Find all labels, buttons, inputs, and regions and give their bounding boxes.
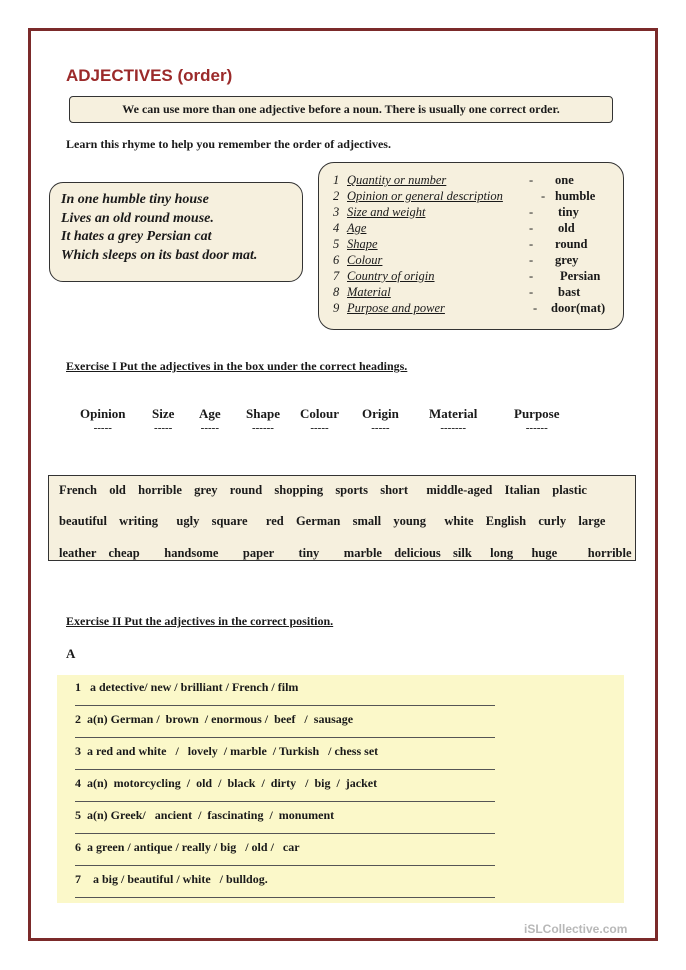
word-row: beautiful writing ugly square red German small young white English curly large bbox=[59, 514, 606, 528]
word-row: French old horrible grey round shopping sports short middle-aged Italian plastic bbox=[59, 483, 587, 497]
order-example: bast bbox=[558, 285, 581, 299]
order-dash: - bbox=[529, 285, 534, 299]
heading-dashes: ------ bbox=[525, 422, 548, 434]
order-dash: - bbox=[529, 237, 534, 251]
heading-origin bbox=[362, 406, 399, 434]
order-row bbox=[333, 301, 613, 317]
heading-label: Purpose bbox=[514, 406, 560, 421]
order-example: one bbox=[555, 173, 574, 187]
rhyme-line: Which sleeps on its bast door mat. bbox=[61, 247, 258, 263]
word-row: leather cheap handsome paper tiny marble delicious silk long huge horrible bbox=[59, 546, 632, 560]
heading-label: Size bbox=[152, 406, 175, 421]
order-category: Quantity or number bbox=[347, 173, 447, 187]
heading-size bbox=[152, 406, 174, 434]
order-example: tiny bbox=[558, 205, 579, 219]
order-example: door(mat) bbox=[551, 301, 606, 315]
order-dash: - bbox=[529, 173, 534, 187]
answer-line[interactable] bbox=[75, 801, 495, 802]
order-dash: - bbox=[529, 205, 534, 219]
order-row bbox=[333, 269, 613, 285]
exercise-2-title: Exercise II Put the adjectives in the correct position. bbox=[66, 614, 334, 628]
answer-line[interactable] bbox=[75, 865, 495, 866]
exercise-item bbox=[75, 677, 495, 708]
heading-material bbox=[429, 406, 477, 434]
exercise-1-title: Exercise I Put the adjectives in the box under the correct headings. bbox=[66, 359, 408, 373]
order-number: 9 bbox=[333, 301, 340, 315]
order-row bbox=[333, 237, 613, 253]
order-dash: - bbox=[529, 221, 534, 235]
watermark: iSLCollective.com bbox=[524, 922, 628, 936]
exercise-2-box bbox=[57, 675, 624, 903]
order-example: Persian bbox=[560, 269, 601, 283]
heading-dashes: ------- bbox=[440, 422, 467, 434]
page-title: ADJECTIVES (order) bbox=[66, 66, 233, 85]
order-row bbox=[333, 285, 613, 301]
section-letter: A bbox=[66, 646, 76, 661]
order-example: old bbox=[558, 221, 575, 235]
heading-opinion bbox=[80, 406, 126, 434]
order-number: 6 bbox=[333, 253, 340, 267]
exercise-item-text: 2 a(n) German / brown / enormous / beef / sausage bbox=[75, 712, 354, 726]
heading-label: Shape bbox=[246, 406, 280, 421]
order-dash: - bbox=[529, 269, 534, 283]
heading-label: Age bbox=[199, 406, 221, 421]
order-category: Purpose and power bbox=[347, 301, 445, 315]
answer-line[interactable] bbox=[75, 769, 495, 770]
order-category: Country of origin bbox=[347, 269, 435, 283]
answer-line[interactable] bbox=[75, 705, 495, 706]
heading-age bbox=[199, 406, 221, 434]
order-number: 1 bbox=[333, 173, 340, 187]
order-category: Age bbox=[347, 221, 367, 235]
order-row bbox=[333, 253, 613, 269]
intro-box: We can use more than one adjective before a noun. There is usually one correct order. bbox=[69, 96, 613, 123]
heading-label: Material bbox=[429, 406, 478, 421]
heading-dashes: ----- bbox=[371, 422, 390, 434]
heading-purpose bbox=[514, 406, 560, 434]
order-dash: - bbox=[541, 189, 546, 203]
heading-dashes: ----- bbox=[310, 422, 329, 434]
order-example: humble bbox=[555, 189, 596, 203]
exercise-item bbox=[75, 837, 495, 868]
order-example: round bbox=[555, 237, 588, 251]
order-row bbox=[333, 173, 613, 189]
adjective-order-box bbox=[318, 162, 624, 330]
order-number: 3 bbox=[333, 205, 340, 219]
order-example: grey bbox=[555, 253, 579, 267]
order-row bbox=[333, 205, 613, 221]
exercise-item bbox=[75, 709, 495, 740]
exercise-item-text: 5 a(n) Greek/ ancient / fascinating / monument bbox=[75, 808, 335, 822]
heading-dashes: ----- bbox=[93, 422, 112, 434]
order-category: Material bbox=[347, 285, 391, 299]
order-category: Shape bbox=[347, 237, 378, 251]
order-row bbox=[333, 221, 613, 237]
order-category: Opinion or general description bbox=[347, 189, 503, 203]
order-row bbox=[333, 189, 613, 205]
order-dash: - bbox=[533, 301, 538, 315]
exercise-item bbox=[75, 773, 495, 804]
exercise-item-text: 7 a big / beautiful / white / bulldog. bbox=[75, 872, 268, 886]
rhyme-box bbox=[49, 182, 303, 282]
heading-dashes: ----- bbox=[200, 422, 219, 434]
heading-dashes: ----- bbox=[154, 422, 173, 434]
order-category: Size and weight bbox=[347, 205, 426, 219]
heading-dashes: ------ bbox=[251, 422, 274, 434]
order-number: 4 bbox=[333, 221, 340, 235]
order-category: Colour bbox=[347, 253, 383, 267]
order-number: 5 bbox=[333, 237, 340, 251]
exercise-item-text: 6 a green / antique / really / big / old / car bbox=[75, 840, 300, 854]
heading-shape bbox=[246, 406, 280, 434]
exercise-item bbox=[75, 869, 495, 900]
order-number: 2 bbox=[333, 189, 340, 203]
exercise-item-text: 1 a detective/ new / brilliant / French / film bbox=[75, 680, 299, 694]
order-number: 7 bbox=[333, 269, 340, 283]
order-number: 8 bbox=[333, 285, 340, 299]
exercise-item bbox=[75, 805, 495, 836]
exercise-item-text: 4 a(n) motorcycling / old / black / dirty / big / jacket bbox=[75, 776, 378, 790]
learn-instruction: Learn this rhyme to help you remember the order of adjectives. bbox=[66, 137, 391, 151]
answer-line[interactable] bbox=[75, 737, 495, 738]
answer-line[interactable] bbox=[75, 833, 495, 834]
exercise-item bbox=[75, 741, 495, 772]
heading-label: Opinion bbox=[80, 406, 126, 421]
rhyme-line: It hates a grey Persian cat bbox=[61, 229, 212, 244]
exercise-item-text: 3 a red and white / lovely / marble / Turkish / chess set bbox=[75, 744, 379, 758]
rhyme-line: Lives an old round mouse. bbox=[61, 210, 214, 226]
order-dash: - bbox=[529, 253, 534, 267]
rhyme-line: In one humble tiny house bbox=[61, 192, 209, 207]
heading-colour bbox=[300, 406, 339, 434]
heading-label: Colour bbox=[300, 406, 339, 421]
adjective-word-box bbox=[48, 475, 636, 561]
answer-line[interactable] bbox=[75, 897, 495, 898]
heading-label: Origin bbox=[362, 406, 399, 421]
